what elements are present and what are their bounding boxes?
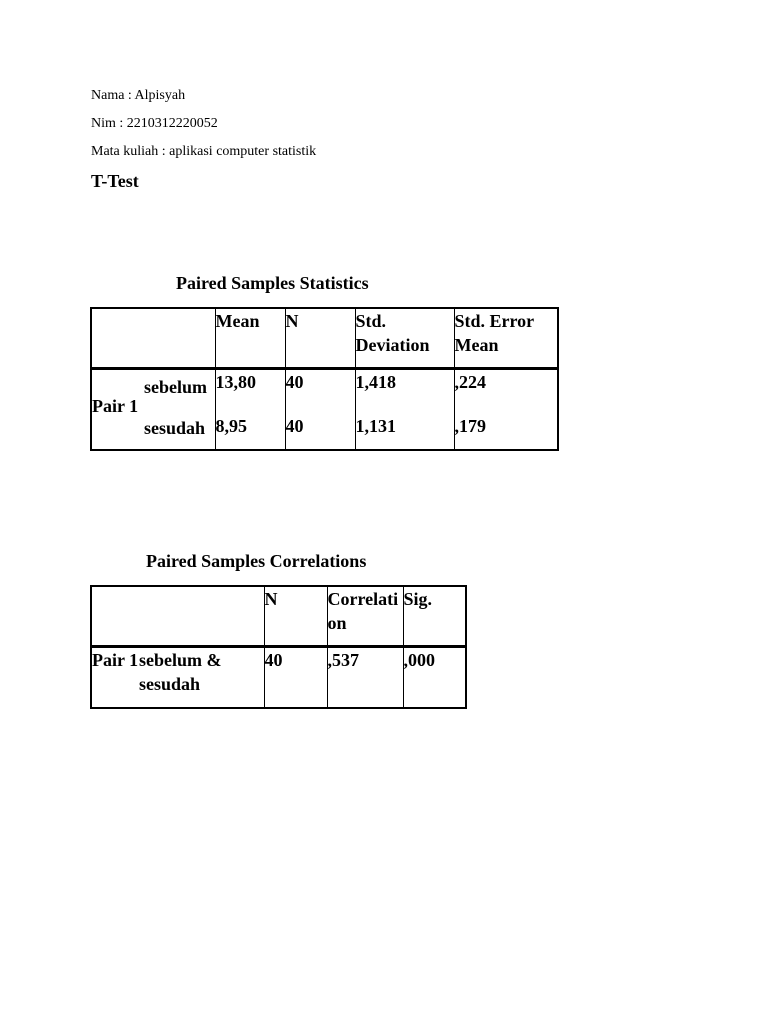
pair-label: Pair 1 bbox=[92, 650, 139, 670]
paired-samples-statistics-table bbox=[90, 307, 559, 451]
row-label-sebelum: sebelum bbox=[144, 377, 207, 397]
header-cell-empty bbox=[91, 586, 264, 647]
table-row bbox=[91, 647, 466, 709]
row-label-sesudah: sesudah bbox=[144, 418, 206, 438]
table-row bbox=[91, 369, 558, 415]
cell-n: 40 bbox=[285, 369, 355, 415]
course-name: Mata kuliah : aplikasi computer statistik bbox=[91, 144, 317, 159]
cell-std-error-mean: ,179 bbox=[454, 414, 558, 450]
pair-label-cell bbox=[91, 369, 215, 451]
header-cell-mean: Mean bbox=[215, 308, 285, 369]
student-name: Nama : Alpisyah bbox=[91, 88, 186, 103]
table-header-row bbox=[91, 586, 466, 647]
cell-mean: 8,95 bbox=[215, 414, 285, 450]
row-label: sebelum & sesudah bbox=[139, 650, 222, 694]
cell-std-deviation: 1,418 bbox=[355, 369, 454, 415]
cell-std-deviation: 1,131 bbox=[355, 414, 454, 450]
pair-label-cell bbox=[91, 647, 264, 709]
header-cell-std-error-mean: Std. Error Mean bbox=[454, 308, 558, 369]
correlations-title: Paired Samples Correlations bbox=[146, 551, 367, 571]
cell-sig: ,000 bbox=[403, 647, 466, 709]
student-nim: Nim : 2210312220052 bbox=[91, 116, 218, 131]
header-cell-correlation: Correlation bbox=[327, 586, 403, 647]
statistics-title: Paired Samples Statistics bbox=[176, 273, 369, 293]
table-header-row bbox=[91, 308, 558, 369]
cell-n: 40 bbox=[264, 647, 327, 709]
header-cell-std-deviation: Std. Deviation bbox=[355, 308, 454, 369]
header-cell-sig: Sig. bbox=[403, 586, 466, 647]
cell-correlation: ,537 bbox=[327, 647, 403, 709]
pair-label: Pair 1 bbox=[92, 396, 139, 416]
cell-std-error-mean: ,224 bbox=[454, 369, 558, 415]
header-cell-n: N bbox=[264, 586, 327, 647]
paired-samples-correlations-table bbox=[90, 585, 467, 709]
section-heading: T-Test bbox=[91, 171, 139, 191]
header-cell-n: N bbox=[285, 308, 355, 369]
cell-n: 40 bbox=[285, 414, 355, 450]
header-cell-empty bbox=[91, 308, 215, 369]
cell-mean: 13,80 bbox=[215, 369, 285, 415]
